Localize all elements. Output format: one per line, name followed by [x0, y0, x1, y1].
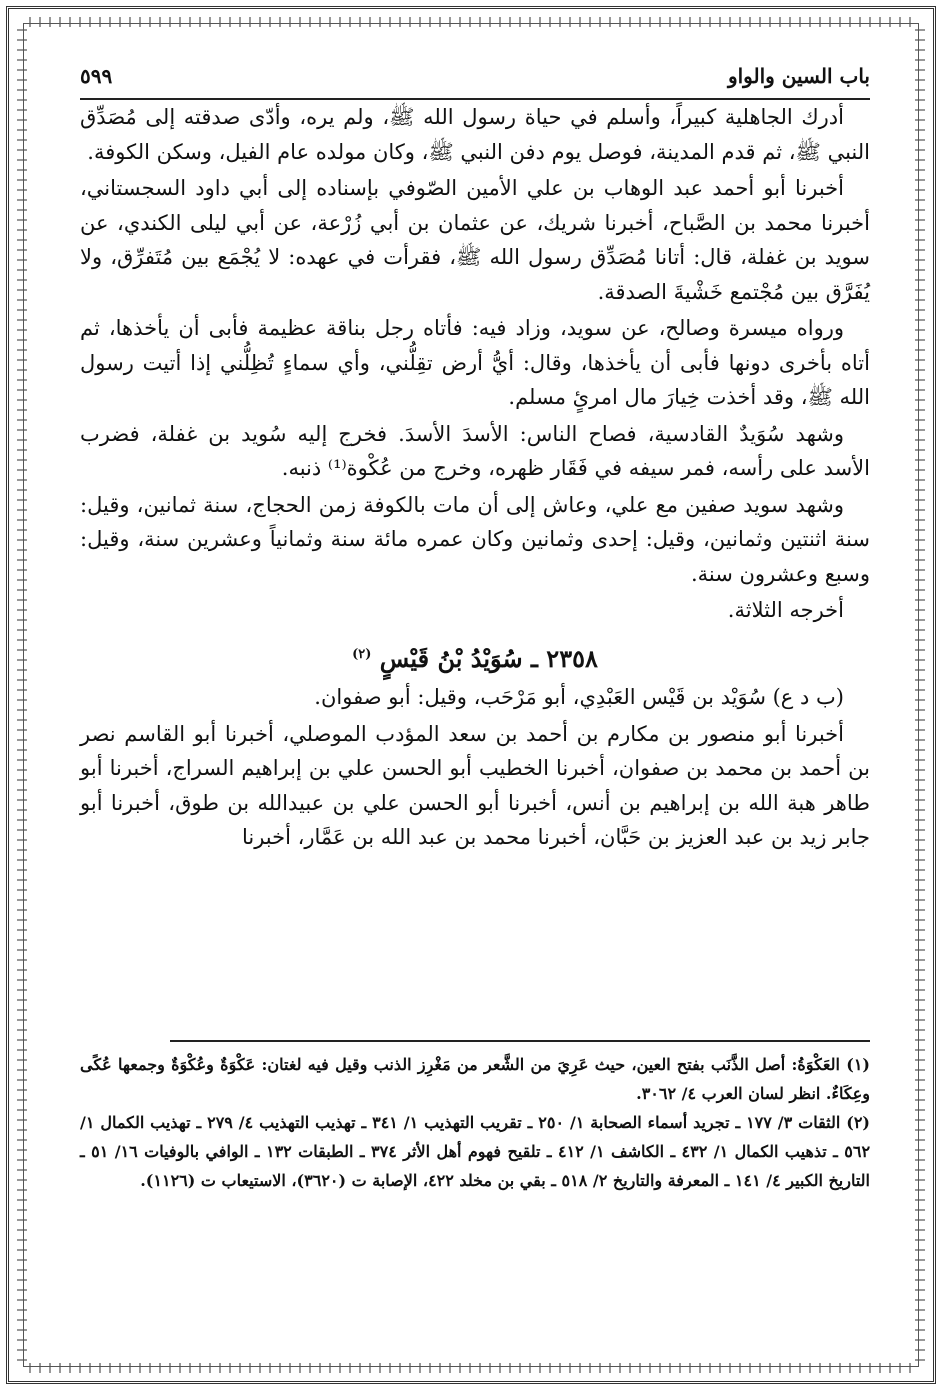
entry-isnad: أخبرنا أبو منصور بن مكارم بن أحمد بن سعد المؤدب الموصلي، أخبرنا أبو القاسم نصر بن أحمد بن محمد بن صفوان، أخبرنا الخطيب أبو الحسن علي بن إبراهيم السراج، أخبرنا أبو طاهر هبة الله بن إبراهيم بن أنس، أخبرنا أبو الحسن علي بن عبيدالله بن طوق، أخبرنا أبو جابر زيد بن عبد العزيز بن حَبَّان، أخبرنا محمد بن عبد الله بن عَمَّار، أخبرنا [80, 721, 870, 849]
entry-heading [80, 638, 870, 677]
running-title: باب السين والواو [727, 64, 870, 88]
paragraph: أدرك الجاهلية كبيراً، وأسلم في حياة رسول الله ﷺ، ولم يره، وأدّى صدقته إلى مُصَدِّق النبي ﷺ، ثم قدم المدينة، فوصل يوم دفن النبي ﷺ، وكان مولده عام الفيل، وسكن الكوفة. [80, 105, 870, 164]
paragraph: وشهد سويد صفين مع علي، وعاش إلى أن مات بالكوفة زمن الحجاج، سنة ثمانين، وقيل: سنة اثنتين وثمانين، وقيل: إحدى وثمانين وكان عمره مائة سنة وثمانياً وعشرين سنة، وقيل: وسبع وعشرون سنة. [80, 492, 870, 586]
paragraph: أخرجه الثلاثة. [727, 598, 844, 622]
footnote-separator [170, 1040, 870, 1042]
footnote: (١) العَكْوَةُ: أصل الذَّنَب بفتح العين، حيث عَرِيَ من الشَّعر من مَغْرِز الذنب وقيل فيه لغتان: عَكْوَةٌ وعُكْوَةٌ وجمعها عُكًى وعِكَاءٌ. انظر لسان العرب ٤/ ٣٠٦٢. [80, 1055, 870, 1103]
main-text [80, 100, 870, 857]
page-header [80, 58, 870, 100]
entry-footnote-ref: (٢) [352, 646, 372, 662]
paragraph: أخبرنا أبو أحمد عبد الوهاب بن علي الأمين الصّوفي بإسناده إلى أبي داود السجستاني، أخبرنا محمد بن الصَّباح، أخبرنا شريك، عن عثمان بن أبي زُرْعة، عن أبي ليلى الكندي، عن سويد بن غفلة، قال: أتانا مُصَدِّق رسول الله ﷺ، فقرأت في عهده: لا يُجْمَع بين مُتَفرِّق، ولا يُفَرَّق بين مُجْتمع خَشْيةَ الصدقة. [80, 176, 870, 304]
footnote: (٢) الثقات ٣/ ١٧٧ ـ تجريد أسماء الصحابة ١/ ٢٥٠ ـ تقريب التهذيب ١/ ٣٤١ ـ تهذيب التهذيب ٤/ ٢٧٩ ـ تهذيب الكمال ١/ ٥٦٢ ـ تذهيب الكمال ١/ ٤٣٢ ـ الكاشف ١/ ٤١٢ ـ تلقيح فهوم أهل الأثر ٣٧٤ ـ الطبقات ١٣٢ ـ الوافي بالوفيات ١٦/ ٥١ ـ التاريخ الكبير ٤/ ١٤١ ـ المعرفة والتاريخ ٢/ ٥١٨ ـ بقي بن مخلد ٤٢٢، الإصابة ت (٣٦٢٠)، الاستيعاب ت (١١٢٦). [80, 1113, 871, 1190]
page-content [80, 40, 870, 1360]
footnotes [80, 1050, 870, 1195]
page-number: ٥٩٩ [80, 64, 113, 88]
paragraph: ورواه ميسرة وصالح، عن سويد، وزاد فيه: فأتاه رجل بناقة عظيمة فأبى أن يأخذها، ثم أتاه بأخرى دونها فأبى أن يأخذها، وقال: أيُّ أرض تقِلُّني، وأي سماءٍ تُظِلُّني إذا أتيت رسول الله ﷺ، وقد أخذت خِيارَ مال امرئٍ مسلم. [80, 316, 870, 409]
paragraph: وشهد سُوَيدٌ القادسية، فصاح الناس: الأسدَ الأسدَ. فخرج إليه سُويد بن غفلة، فضرب الأسد على رأسه، فمر سيفه في فَقَار ظهره، وخرج من عُكْوة⁽¹⁾ ذنبه. [80, 421, 870, 480]
entry-title: ٢٣٥٨ ـ سُوَيْدُ بْنُ قَيْسٍ [379, 643, 598, 673]
entry-intro: (ب د ع) سُوَيْد بن قَيْس العَبْدِي، أبو مَرْحَب، وقيل: أبو صفوان. [314, 685, 844, 709]
